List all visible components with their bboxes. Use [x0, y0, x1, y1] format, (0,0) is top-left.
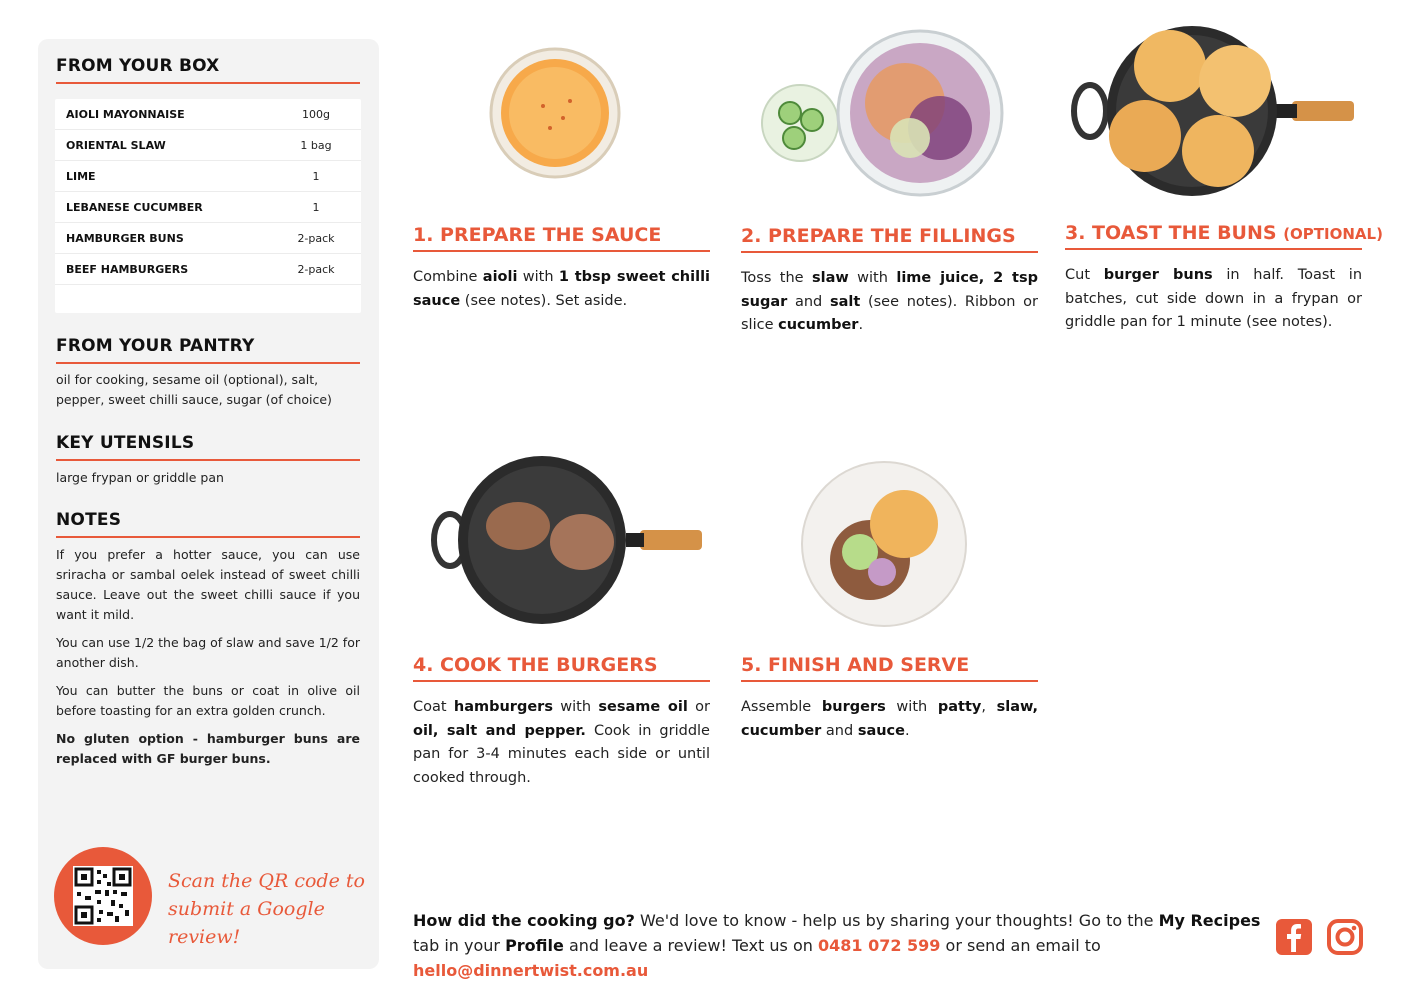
- slaw-cucumber-photo: [760, 28, 1005, 198]
- ingredient-qty: 1: [312, 200, 320, 214]
- instagram-icon[interactable]: [1326, 918, 1364, 956]
- step-1-body: Combine aioli with 1 tbsp sweet chilli sauce (see notes). Set aside.: [413, 269, 711, 309]
- pantry-title: FROM YOUR PANTRY: [56, 336, 360, 364]
- ingredient-name: AIOLI MAYONNAISE: [66, 107, 185, 121]
- ingredient-qty: 1 bag: [300, 138, 332, 152]
- review-footer: How did the cooking go? We'd love to know - help us by sharing your thoughts! Go to the My Recipes tab in your Profile and leave a review! Text us on 0481 072 599 or send an email to hello@dinnertwist.com.au: [413, 911, 1261, 980]
- step-3-title-suffix: (OPTIONAL): [1283, 225, 1383, 243]
- toasted-buns-pan-photo: [1070, 26, 1355, 196]
- step-1-title: 1. PREPARE THE SAUCE: [413, 224, 710, 252]
- pantry-text: oil for cooking, sesame oil (optional), salt, pepper, sweet chilli sauce, sugar (of choice): [56, 372, 332, 407]
- utensils-text: large frypan or griddle pan: [56, 470, 224, 485]
- table-row: [55, 161, 361, 192]
- finished-burger-photo: [800, 460, 968, 628]
- facebook-icon[interactable]: [1275, 918, 1313, 956]
- qr-caption: [168, 867, 368, 951]
- phone-link[interactable]: 0481 072 599: [817, 936, 941, 955]
- step-2-body: Toss the slaw with lime juice, 2 tsp sugar and salt (see notes). Ribbon or slice cucumber.: [741, 270, 1038, 333]
- note-paragraph: No gluten option - hamburger buns are replaced with GF burger buns.: [56, 731, 360, 766]
- step-3-title-text: 3. TOAST THE BUNS: [1065, 222, 1277, 244]
- step-4-body: Coat hamburgers with sesame oil or oil, salt and pepper. Cook in griddle pan for 3-4 minutes each side or until cooked through.: [413, 699, 710, 786]
- note-paragraph: If you prefer a hotter sauce, you can use sriracha or sambal oelek instead of sweet chilli sauce. Leave out the sweet chilli sauce if you want it mild.: [56, 547, 360, 622]
- from-your-box-title: FROM YOUR BOX: [56, 56, 360, 84]
- aioli-bowl-photo: [488, 46, 622, 180]
- step-3-title: [1065, 222, 1383, 250]
- notes-title: NOTES: [56, 510, 360, 538]
- qr-code[interactable]: [54, 847, 152, 945]
- step-3-body: Cut burger buns in half. Toast in batches, cut side down in a frypan or griddle pan for 1 minute (see notes).: [1065, 267, 1363, 330]
- ingredient-qty: 2-pack: [297, 262, 335, 276]
- qr-code-image: [73, 866, 133, 926]
- ingredient-qty: 1: [312, 169, 320, 183]
- sidebar: [38, 39, 379, 969]
- table-row: [55, 223, 361, 254]
- step-5-body: Assemble burgers with patty, slaw, cucumber and sauce.: [741, 699, 1039, 739]
- step-5-title: 5. FINISH AND SERVE: [741, 654, 1038, 682]
- qr-caption-line: Scan the QR code to: [168, 870, 365, 892]
- notes-body: [56, 545, 360, 777]
- step-2-title: 2. PREPARE THE FILLINGS: [741, 225, 1038, 253]
- ingredient-name: HAMBURGER BUNS: [66, 231, 184, 245]
- ingredient-qty: 2-pack: [297, 231, 335, 245]
- ingredient-name: LIME: [66, 169, 96, 183]
- burger-patties-pan-photo: [430, 456, 702, 624]
- ingredient-name: ORIENTAL SLAW: [66, 138, 166, 152]
- table-row: [55, 192, 361, 223]
- qr-caption-line: submit a Google review!: [168, 898, 325, 948]
- note-paragraph: You can use 1/2 the bag of slaw and save 1/2 for another dish.: [56, 635, 360, 670]
- note-paragraph: You can butter the buns or coat in olive oil before toasting for an extra golden crunch.: [56, 683, 360, 718]
- ingredient-name: BEEF HAMBURGERS: [66, 262, 189, 276]
- utensils-title: KEY UTENSILS: [56, 433, 360, 461]
- email-link[interactable]: hello@dinnertwist.com.au: [413, 961, 649, 980]
- table-row: [55, 99, 361, 130]
- table-row: [55, 130, 361, 161]
- ingredient-qty: 100g: [302, 107, 330, 121]
- table-row: [55, 254, 361, 285]
- step-4-title: 4. COOK THE BURGERS: [413, 654, 710, 682]
- ingredient-name: LEBANESE CUCUMBER: [66, 200, 203, 214]
- ingredients-table: [55, 99, 361, 313]
